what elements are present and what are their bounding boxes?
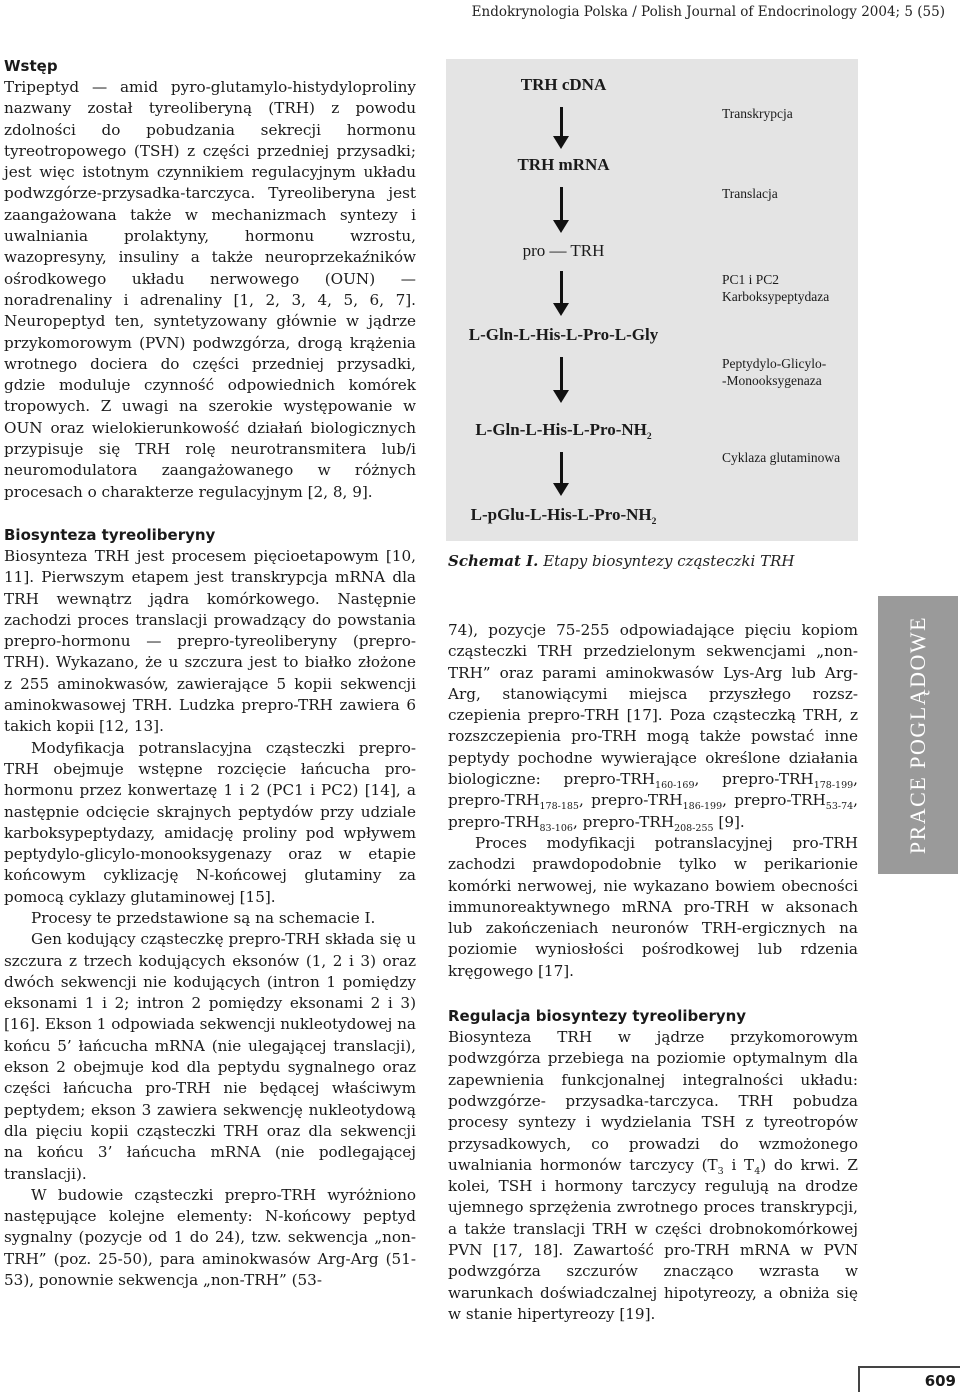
step-pro-trh: pro — TRH: [522, 241, 605, 260]
figure-caption: Schemat I. Etapy biosyntezy cząsteczki TRH: [448, 552, 795, 570]
step-trh-final: $L-pGlu-L-His-L-Pro-NH_2$: [470, 505, 657, 527]
paragraph: W budowie cząsteczki prepro-TRH wyróżniono następujące kolejne elementy: N-końcowy peptyd sygnalny (pozycje od 1 do 24), tzw. sekwencja „non-TRH” (poz. 25-50), para aminokwasów Arg-Arg (51-53), ponownie sekwencja „non-TRH” (53-: [4, 1185, 416, 1290]
paragraph: Tripeptyd — amid pyro-glutamylo-histydyloproliny nazwany został tyreoliberyną (TRH) z powodu zdolności do pobudzania sekrecji hormonu tyreotropowego (TSH) z części przedniej przysadki; jest więc istotnym czynnikiem regulacyjnym układu podwzgórze-przysadka-tarczyca. Tyreoliberyna jest zaangażowana także w mechanizmach syntezy i uwalniania prolaktyny, hormonu wzrostu, wazopresyny, insuliny a także neuroprzekaźników ośrodkowego układu nerwowego (OUN) — noradrenaliny i adrenaliny [1, 2, 3, 4, 5, 6, 7]. Neuropeptyd ten, syntetyzowany głównie w jądrze przykomorowym (PVN) podwzgórza, drogą krążenia wrotnego dociera do części przedniej przysadki, gdzie moduluje czynność odpowiednich komórek tropowych. Z uwagi na szerokie występowanie w OUN oraz wielokierunkowość działań biologicznych przypisuje się TRH rolę neurotransmitera lub/i neuromodulatora zaangażowanego w różnych procesach o charakterze regulacyjnym [2, 8, 9].: [4, 78, 416, 501]
arrow-down-icon: [560, 107, 563, 137]
arrow-down-icon: [560, 271, 563, 304]
label-translation: Translacja: [722, 186, 778, 201]
section-heading-intro: Wstęp: [4, 57, 58, 75]
running-header: Endokrynologia Polska / Polish Journal of Endocrinology 2004; 5 (55): [471, 4, 945, 20]
section-heading-regulation: Regulacja biosyntezy tyreoliberyny: [448, 1007, 747, 1026]
paragraph: 74), pozycje 75-255 odpowiadające pięciu kopiom cząsteczki TRH przedzielonym sekwencjami „non-TRH” oraz parami aminokwasów Lys-Arg lub Arg-Arg, stanowiącymi miejsca przyszłego rozszczepienia prepro-TRH [17]. Poza cząsteczką TRH, z rozszczepienia pro-TRH mogą także powstać inne peptydy pochodne wywierające określone działania biologiczne: prepro-$TRH_{160-169}$, prepro-$TRH_{178-199}$, prepro-$TRH_{178-185}$, prepro-$TRH_{186-199}$, prepro-$TRH_{53-74}$, prepro-$TRH_{83-106}$, prepro-$TRH_{208-255}$ [9].: [448, 621, 858, 834]
label-transcription: Transkrypcja: [722, 106, 793, 121]
step-amide: $L-Gln-L-His-L-Pro-NH_2$: [475, 420, 652, 442]
paragraph: Biosynteza TRH jest procesem pięcioetapowym [10, 11]. Pierwszym etapem jest transkrypcja mRNA dla TRH wewnątrz jądra komórkowego. Następnie zachodzi proces translacji prowadzący do powstania prepro-hormonu — prepro-tyreoliberyny (prepro-TRH). Wykazano, że u szczura jest to białko złożone z 255 aminokwasów, zawierające 5 kopii sekwencji aminokwasowej TRH. Ludzka prepro-TRH zawiera 6 takich kopii [12, 13].: [4, 546, 416, 736]
right-column: [448, 620, 858, 1325]
scheme-figure: [446, 59, 858, 541]
footer-rule-vertical: [858, 1368, 860, 1392]
page-number: 609: [924, 1372, 956, 1390]
paragraph: Gen kodujący cząsteczkę prepro-TRH składa się u szczura z trzech kodujących eksonów (1, 2 i 3) oraz dwóch sekwencji nie kodujących (intron 1 pomiędzy eksonami 1 i 2; intron 2 pomiędzy eksonami 2 i 3) [16]. Ekson 1 odpowiada sekwencji nukleotydowej na końcu 5’ łańcucha mRNA (nie ulegającej translacji), ekson 2 obejmuje kod dla peptydu sygnalnego oraz części łańcucha pro-TRH nie będącej właściwym peptydem; ekson 3 zawiera sekwencję nukleotydową dla pięciu kopii cząsteczki TRH oraz dla sekwencji na końcu 3’ łańcucha mRNA (nie podlegającej translacji).: [4, 930, 416, 1183]
section-side-tab: [878, 596, 958, 874]
label-carboxypeptidase: Karboksypeptydaza: [722, 289, 830, 304]
paragraph: Modyfikacja potranslacyjna cząsteczki prepro-TRH obejmuje wstępne rozcięcie łańcucha prohormonu przez konwertazę 1 i 2 (PC1 i PC2) [14], a następnie odcięcie skrajnych peptydów przy udziale karboksypeptydazy, amidację proliny pod wpływem peptydylo-glicylo-monooksygenazy oraz w etapie końcowym cyklizację N-końcowej glutaminy za pomocą cyklazy glutaminowej [15].: [4, 738, 416, 906]
step-gly-peptide: L-Gln-L-His-L-Pro-L-Gly: [468, 325, 659, 344]
step-trh-cdna: TRH cDNA: [520, 75, 607, 94]
label-pam-2: -Monooksygenaza: [722, 373, 822, 388]
step-trh-mrna: TRH mRNA: [517, 155, 610, 174]
label-pam-1: Peptydylo-Glicylo-: [722, 356, 827, 371]
label-glutaminyl-cyclase: Cyklaza glutaminowa: [722, 450, 841, 465]
arrow-down-icon: [560, 187, 563, 221]
section-heading-biosynthesis: Biosynteza tyreoliberyny: [4, 525, 216, 544]
label-pc1-pc2: PC1 i PC2: [722, 272, 780, 287]
side-tab-label: PRACE POGLĄDOWE: [905, 615, 930, 855]
paragraph: Biosynteza TRH w jądrze przykomorowym podwzgórza przebiega na poziomie optymalnym dla zapewnienia funkcjonalnej integralności układu: podwzgórze- przysadka-tarczyca. TRH pobudza procesy syntezy i wydzielania TSH z tyreotropów przysadkowych, co prowadzi do wzmożonego uwalniania hormonów tarczycy ($T_3$ i $T_4$) do krwi. Z kolei, TSH i hormony tarczycy regulują na drodze ujemnego sprzężenia zwrotnego proces transkrypcji, a także translacji TRH w części drobnokomórkowej PVN [17, 18]. Zawartość pro-TRH mRNA w PVN podwzgórza szczurów znacząco wzrasta w warunkach doświadczalnej hipotyreozy, a obniża się w stanie hipertyreozy [19].: [448, 1028, 858, 1323]
left-column: [4, 56, 416, 1291]
arrow-down-icon: [560, 357, 563, 391]
paragraph: Proces modyfikacji potranslacyjnej pro-TRH zachodzi prawdopodobnie tylko w perikarionie komórki nerwowej, nie wykazano bowiem obecności immunoreaktywnego mRNA pro-TRH w aksonach lub zakończeniach neuronów TRH-ergicznych na poziomie wyniosłości pośrodkowej lub rdzenia kręgowego [17].: [448, 833, 858, 980]
paragraph: Procesy te przedstawione są na schemacie I.: [31, 908, 376, 927]
arrow-down-icon: [560, 452, 563, 484]
footer-rule: [858, 1366, 960, 1368]
